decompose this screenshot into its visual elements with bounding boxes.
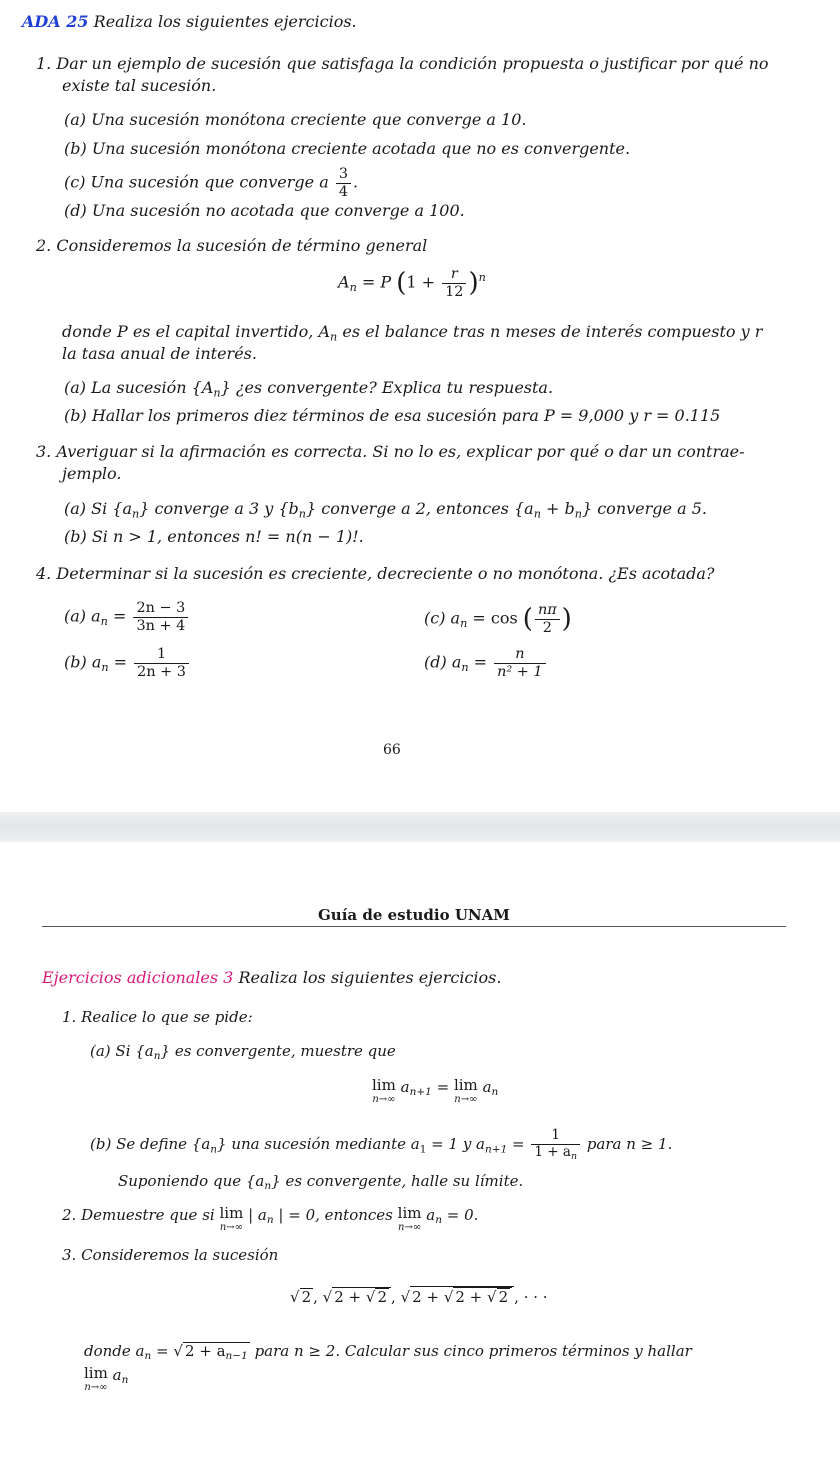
p2-q3-line: 3. Consideremos la sucesión (62, 1246, 279, 1264)
p2-q1-line: 1. Realice lo que se pide: (62, 1008, 253, 1026)
limit-operator: lim n→∞ (453, 1076, 478, 1105)
q1-d: (d) Una sucesión no acotada que converge a 100. (64, 201, 465, 220)
q3-b: (b) Si n > 1, entonces n! = n(n − 1)!. (64, 527, 364, 546)
fraction-recurrence: $\frac{1}{1 + a_n}$ (531, 1128, 580, 1162)
page-number: 66 (383, 742, 401, 758)
q4-c: (c) $a_n = \cos$ ( $\frac{n\pi}{2}$ ) (424, 602, 572, 636)
p2-q3-final-limit: lim n→∞ $a_n$ (84, 1364, 129, 1393)
nested-sqrt-sequence: √ 2 , √ 2 + √ 2 , √ 2 + √ 2 + √ 2 , · · · (290, 1288, 548, 1306)
limit-operator: lim n→∞ (84, 1364, 108, 1393)
p2-q3-after: donde $a_n$ = √ $2 + a_{n-1}$ para n ≥ 2. Calcular sus cinco primeros términos y hallar (84, 1342, 692, 1363)
fraction-q4a: $\frac{2n - 3}{3n + 4}$ (133, 600, 188, 634)
q3-line1: 3. Averiguar si la afirmación es correcta. Si no lo es, explicar por qué o dar un contrae- (36, 442, 745, 461)
limit-operator: lim n→∞ (372, 1076, 396, 1105)
fraction-q4c: $\frac{n\pi}{2}$ (535, 602, 560, 636)
q4-line: 4. Determinar si la sucesión es creciente, decreciente o no monótona. ¿Es acotada? (36, 564, 715, 583)
ada-label: ADA 25 (22, 12, 89, 31)
header-rule (42, 926, 786, 927)
q2-line: 2. Consideremos la sucesión de término general (36, 236, 428, 255)
q2-b: (b) Hallar los primeros diez términos de esa sucesión para P = 9,000 y r = 0.115 (64, 406, 721, 425)
page-header-title: Guía de estudio UNAM (318, 906, 510, 924)
fraction-r-over-12: $\frac{r}{12}$ (442, 266, 466, 300)
q1-text: Dar un ejemplo de sucesión que satisfaga la condición propuesta o justificar por qué no (56, 54, 769, 73)
limit-operator: lim n→∞ (397, 1204, 422, 1233)
section-intro: Realiza los siguientes ejercicios. (238, 968, 502, 987)
q3-line2: jemplo. (62, 464, 122, 483)
q4-b: (b) $a_n$ = $\frac{1}{2n + 3}$ (64, 646, 191, 680)
q4-a: (a) $a_n$ = $\frac{2n - 3}{3n + 4}$ (64, 600, 190, 634)
ada-heading (22, 12, 357, 31)
p2-q1-a: (a) Si $\{a_n\}$ es convergente, muestre que (90, 1042, 396, 1063)
p2-q2-line: 2. Demuestre que si lim n→∞ | $a_n$ | = 0, entonces lim n→∞ $a_n = 0$. (62, 1204, 479, 1233)
fraction-three-quarters: $\frac{3}{4}$ (336, 166, 351, 200)
fraction-q4b: $\frac{1}{2n + 3}$ (134, 646, 189, 680)
q2-after-l1: donde P es el capital invertido, $A_n$ es el balance tras n meses de interés compuesto y r (62, 322, 763, 344)
p2-q1-b-line1: (b) Se define $\{a_n\}$ una sucesión mediante $a_1 = 1$ y $a_{n+1}$ = $\frac{1}{1 + a_n}$ para n ≥ 1. (90, 1127, 673, 1162)
q1-a: (a) Una sucesión monótona creciente que converge a 10. (64, 110, 527, 129)
section-heading (42, 968, 501, 987)
q1-c: (c) Una sucesión que converge a $\frac{3}{4}$ . (64, 166, 359, 200)
q1-line2: existe tal sucesión. (62, 76, 217, 95)
compound-interest-formula: $A_n = P$ (1 + $\frac{r}{12}$ )$^n$ (338, 266, 486, 300)
section-label: Ejercicios adicionales 3 (42, 968, 234, 987)
fraction-q4d: $\frac{n}{\text{n² + 1}}$ (494, 646, 545, 680)
limit-operator: lim n→∞ (219, 1204, 244, 1233)
ada-intro: Realiza los siguientes ejercicios. (93, 12, 357, 31)
q1-line1 (36, 54, 769, 73)
q3-a: (a) Si $\{a_n\}$ converge a 3 y $\{b_n\}$ converge a 2, entonces $\{a_n + b_n\}$ converge a 5. (64, 499, 707, 521)
page-divider (0, 812, 840, 842)
q2-after-l2: la tasa anual de interés. (62, 344, 257, 363)
q4-d: (d) $a_n$ = $\frac{n}{\text{n² + 1}}$ (424, 646, 548, 680)
p2-q1-b-line2: Suponiendo que $\{a_n\}$ es convergente, halle su límite. (118, 1172, 524, 1193)
q2-a: (a) La sucesión $\{A_n\}$ ¿es convergente? Explica tu respuesta. (64, 378, 554, 400)
q1-number: 1. (36, 54, 52, 73)
q1-b: (b) Una sucesión monótona creciente acotada que no es convergente. (64, 139, 631, 158)
limit-shift-formula: lim n→∞ $a_{n+1}$ = lim n→∞ $a_n$ (372, 1076, 499, 1105)
